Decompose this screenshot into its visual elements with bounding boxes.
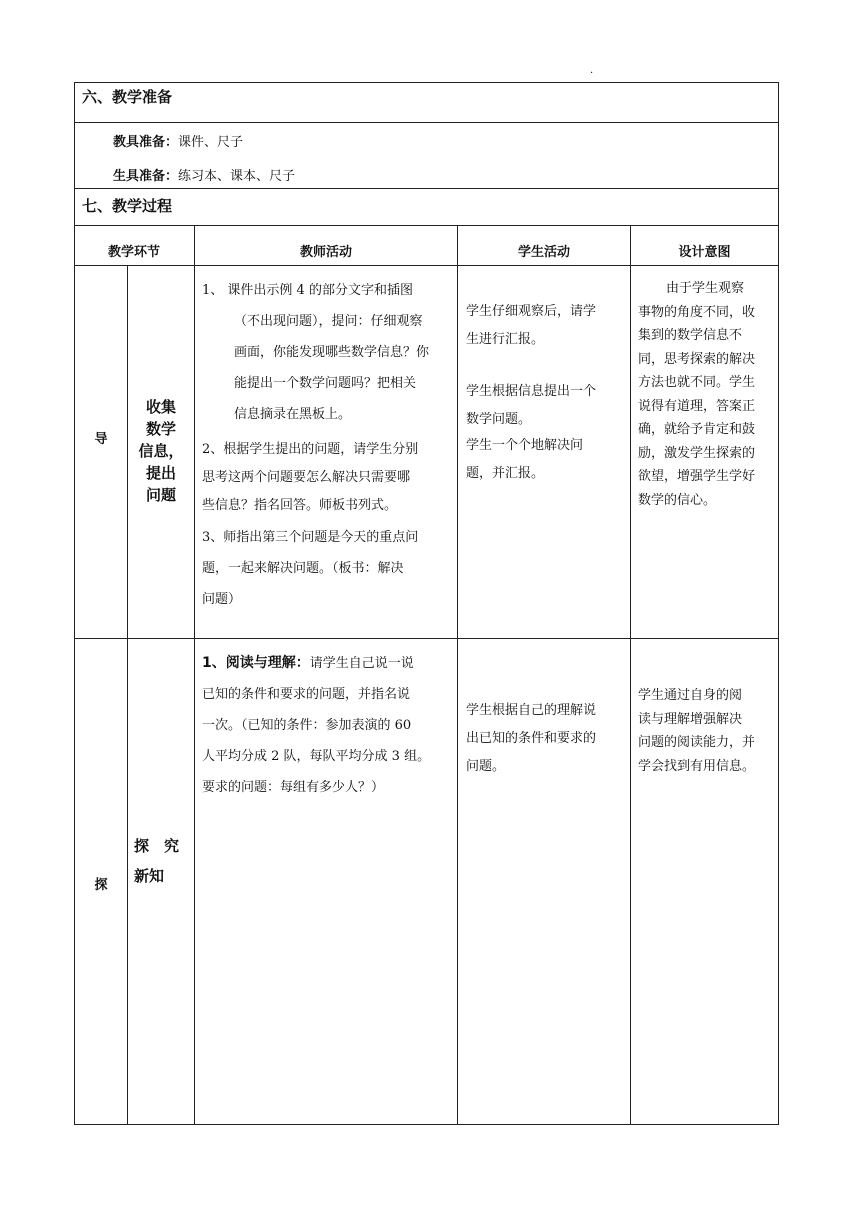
stage-label: 导 bbox=[94, 432, 108, 447]
header-student-activity: 学生活动 bbox=[517, 245, 570, 260]
header-teacher-activity: 教师活动 bbox=[299, 245, 352, 260]
student-prep-items: 练习本、课本、尺子 bbox=[178, 169, 296, 184]
teacher-prep-items: 课件、尺子 bbox=[178, 135, 244, 150]
sub-stage-label: 探 究 新知 bbox=[134, 837, 180, 885]
student-prep-label: 生具准备： bbox=[113, 169, 179, 184]
teacher-prep-label: 教具准备： bbox=[113, 135, 179, 150]
teacher-activity-text: 1、阅读与理解：请学生自己说一说 已知的条件和要求的问题，并指名说 一次。（已知的条件：参加表演的 60 人平均分成 2 队，每队平均分成 3 组。 要求的问题：每组有多少人？） bbox=[202, 655, 431, 795]
page-top-mark: . bbox=[590, 65, 594, 76]
reading-understanding-heading: 1、阅读与理解： bbox=[202, 655, 310, 671]
sub-stage-label: 收集 数学 信息， 提出 问题 bbox=[138, 398, 184, 504]
design-intent-text: 由于学生观察 事物的角度不同，收 集到的数学信息不 同，思考探索的解决 方法也就不同。学生 说得有道理，答案正 确，就给予肯定和鼓 励，激发学生探索的 欲望，增强学生学好 数学的信心。 bbox=[638, 281, 756, 508]
student-prep-line bbox=[113, 165, 295, 184]
design-intent-text: 学生通过自身的阅 读与理解增强解决 问题的阅读能力，并 学会找到有用信息。 bbox=[638, 688, 756, 774]
header-design-intent: 设计意图 bbox=[678, 245, 731, 260]
section7-title: 七、教学过程 bbox=[82, 197, 173, 215]
student-activity-text: 学生根据自己的理解说 出已知的条件和要求的 问题。 bbox=[466, 703, 597, 774]
teacher-activity-text: 1、 课件出示例 4 的部分文字和插图 （不出现问题），提问：仔细观察 画面，你能发现哪些数学信息？你 能提出一个数学问题吗？把相关 信息摘录在黑板上。 2、根据学生提出的问题，请学生分别 思考这两个问题要怎么解决只需要哪 些信息？指名回答。师板书列式。 3、师指出第三个问题是今天的重点问 题，一起来解决问题。（板书：解决 问题） bbox=[202, 283, 430, 607]
header-stage: 教学环节 bbox=[107, 245, 160, 260]
stage-label: 探 bbox=[94, 878, 108, 893]
section6-title: 六、教学准备 bbox=[82, 88, 173, 106]
teacher-prep-line bbox=[113, 131, 243, 150]
student-activity-text: 学生仔细观察后，请学 生进行汇报。 学生根据信息提出一个 数学问题。 学生一个个地解决问 题，并汇报。 bbox=[466, 304, 597, 481]
